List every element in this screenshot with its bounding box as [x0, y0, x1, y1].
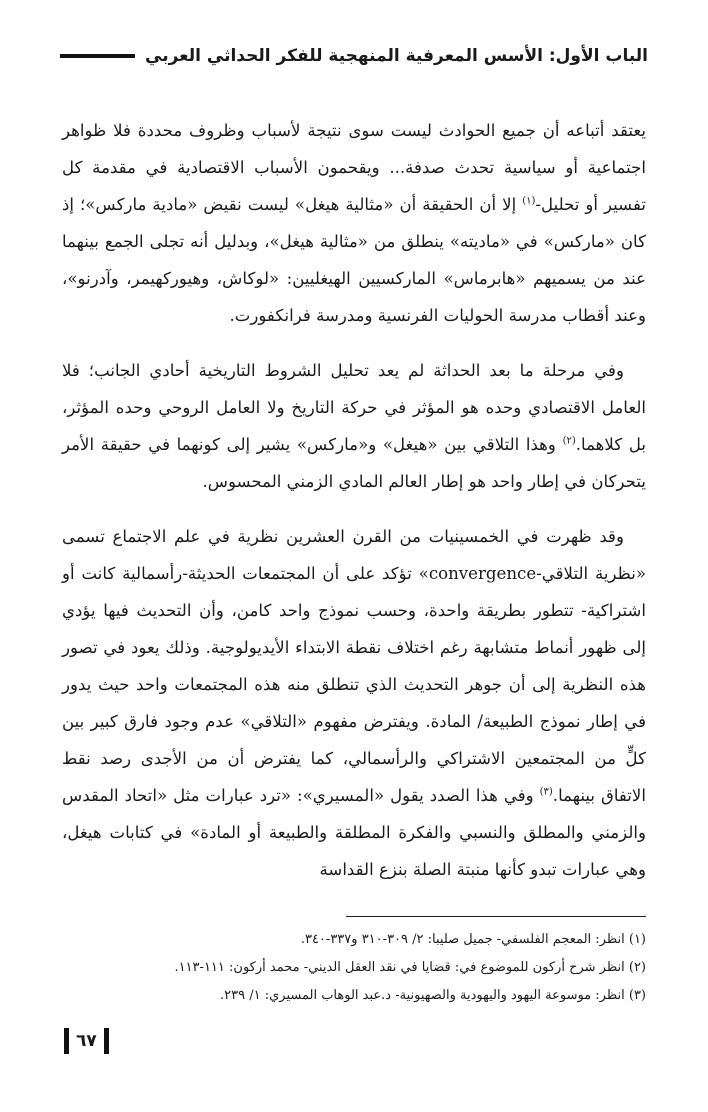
footnote-ref: (٢) — [562, 435, 576, 447]
footnote: (٣) انظر: موسوعة اليهود واليهودية والصهيونية- د.عبد الوهاب المسيري: ١/ ٢٣٩. — [220, 988, 646, 1003]
footnotes — [62, 926, 646, 1010]
footnote-ref: (١) — [522, 195, 536, 207]
text-segment: وفي مرحلة ما بعد الحداثة لم يعد تحليل الشروط التاريخية أحادي الجانب؛ فلا العامل الاقتصادي وحده هو المؤثر في حركة التاريخ ولا العامل الروحي وحده المؤثر، بل كلاهما. — [62, 361, 647, 454]
page-number-text: ٦٧ — [76, 1031, 97, 1051]
body-text — [62, 112, 646, 906]
text-segment: يعتقد أتباعه أن جميع الحوادث ليست سوى نتيجة لأسباب وظروف محددة فلا ظواهر اجتماعية أو سياسية تحدث صدفة... ويقحمون الأسباب الاقتصادية في مقدمة كل تفسير أو تحليل- — [62, 121, 646, 214]
text-segment: وهذا التلاقي بين «هيغل» و«ماركس» يشير إلى كونهما في حقيقة الأمر يتحركان في إطار واحد هو إطار العالم المادي الزمني المحسوس. — [62, 435, 646, 491]
paragraph — [62, 112, 646, 334]
page-number — [64, 1026, 109, 1056]
footnote-ref: (٣) — [539, 786, 553, 798]
chapter-title: الباب الأول: الأسس المعرفية المنهجية للفكر الحداثي العربي — [145, 46, 648, 66]
paragraph — [62, 352, 646, 500]
page-number-bar-right — [104, 1028, 109, 1054]
header-rule — [60, 54, 135, 58]
text-segment: وقد ظهرت في الخمسينيات من القرن العشرين نظرية في علم الاجتماع تسمى «نظرية التلاقي-convergence» تؤكد على أن المجتمعات الحديثة-رأسمالية كانت أو اشتراكية- تتطور بطريقة واحدة، وحسب نموذج واحد كامن، وأن التحديث فيها يؤدي إلى ظهور أنماط متشابهة رغم اختلاف نقطة الابتداء الأيديولوجية. وذلك يعود في تصور هذه النظرية إلى أن جوهر التحديث الذي تنطلق منه هذه المجتمعات واحد حيث يدور في إطار نموذج الطبيعة/ المادة. ويفترض مفهوم «التلاقي» عدم وجود فارق كبير بين كلٍّ من المجتمعين الاشتراكي والرأسمالي، كما يفترض أن من الأجدى رصد نقط الاتفاق بينهما. — [62, 527, 646, 805]
footnote: (١) انظر: المعجم الفلسفي- جميل صليبا: ٢/ ٣٠٩-٣١٠ و٣٣٧-٣٤٠. — [300, 932, 646, 947]
text-segment: إلا أن الحقيقة أن «مثالية هيغل» ليست نقيض «مادية ماركس»؛ إذ كان «ماركس» في «ماديته» ينطلق من «مثالية هيغل»، وبدليل أنه تجلى الجمع بينهما عند من يسميهم «هابرماس» الماركسيين الهيغليين: «لوكاش، وهيوركهيمر، وآدرنو»، وعند أقطاب مدرسة الحوليات الفرنسية ومدرسة فرانكفورت. — [62, 195, 646, 325]
text-segment: وفي هذا الصدد يقول «المسيري»: «ترد عبارات مثل «اتحاد المقدس والزمني والمطلق والنسبي والفكرة المطلقة والطبيعة أو المادة» في كتابات هيغل، وهي عبارات تبدو كأنها منبتة الصلة بنزع القداسة — [62, 786, 646, 879]
running-header — [60, 42, 648, 70]
footnote-divider — [346, 916, 646, 917]
footnote: (٢) انظر شرح أركون للموضوع في: قضايا في نقد العقل الديني- محمد أركون: ١١١-١١٣. — [174, 960, 646, 975]
paragraph — [62, 518, 646, 888]
